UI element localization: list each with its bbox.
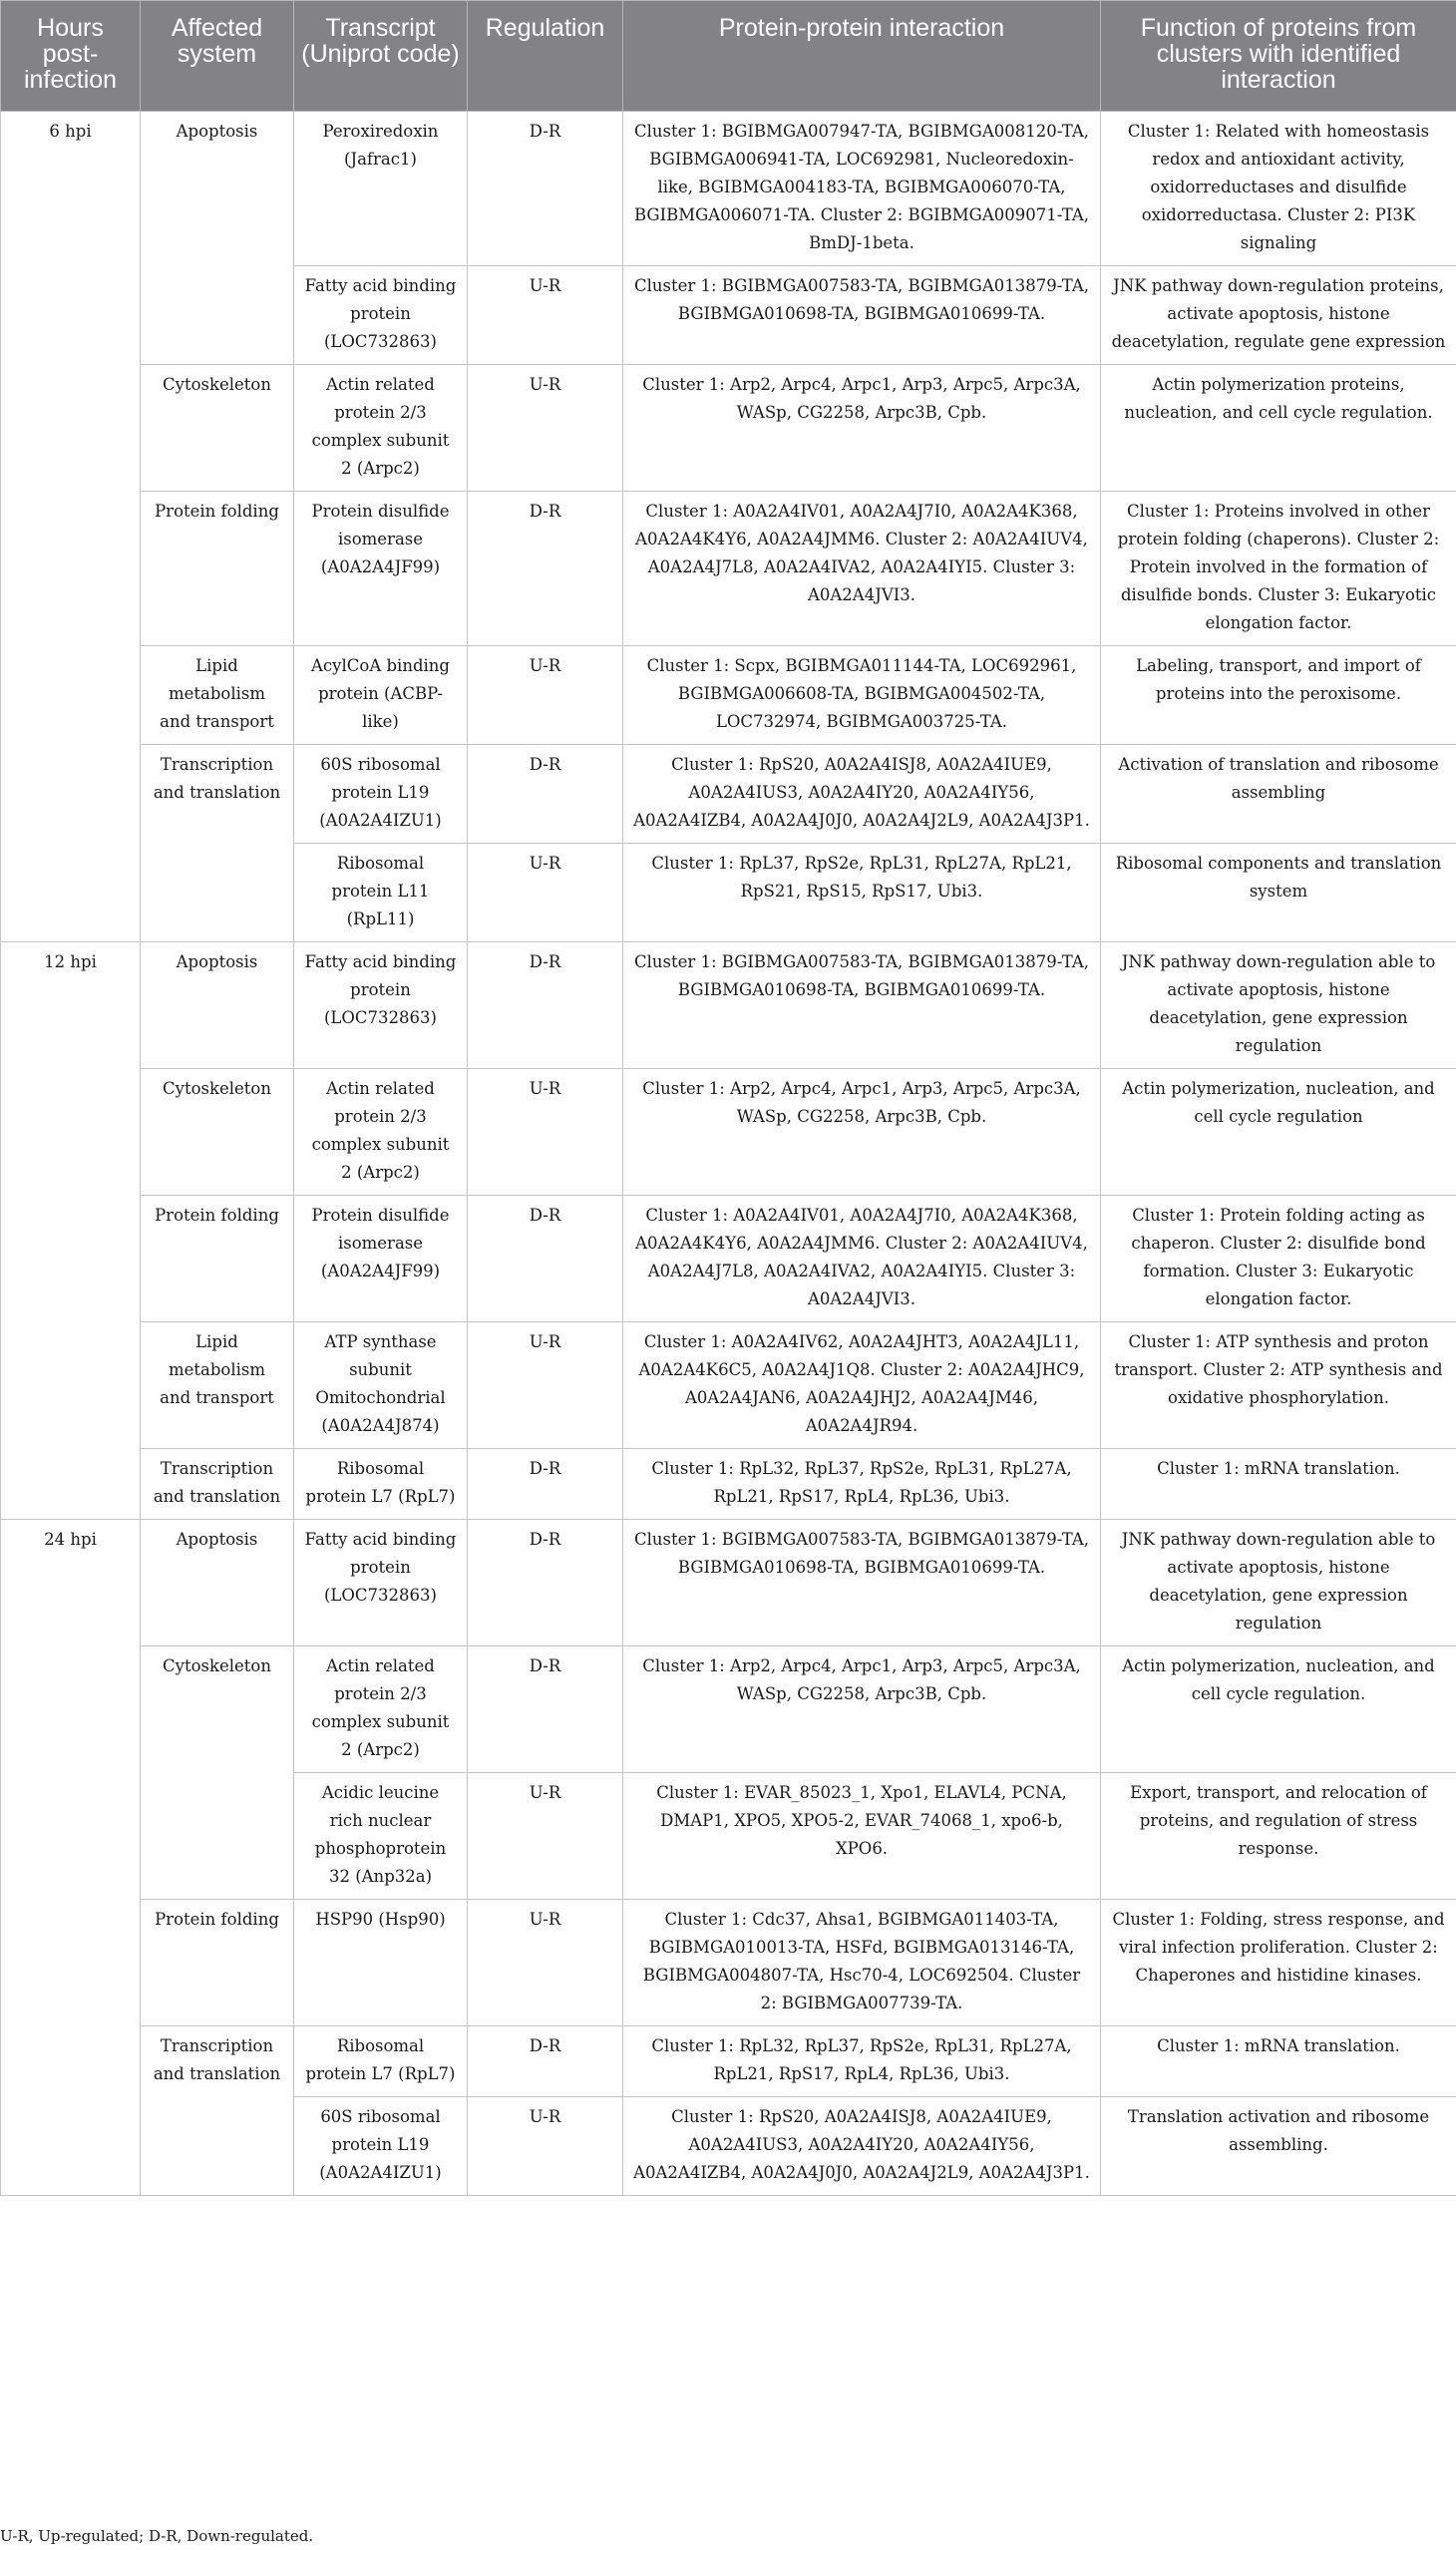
header-row — [1, 1, 1456, 112]
table-footnote: U-R, Up-regulated; D-R, Down-regulated. — [0, 2527, 314, 2545]
system-cell: Cytoskeleton — [141, 1069, 294, 1196]
table-row — [1, 365, 1456, 492]
system-cell: Apoptosis — [141, 942, 294, 1069]
transcript-cell: 60S ribosomal protein L19 (A0A2A4IZU1) — [294, 745, 468, 844]
ppi-cell: Cluster 1: Scpx, BGIBMGA011144-TA, LOC692961, BGIBMGA006608-TA, BGIBMGA004502-TA, LOC732974, BGIBMGA003725-TA. — [623, 646, 1101, 745]
header-ppi: Protein-protein interaction — [623, 1, 1101, 112]
header-hours: Hours post-infection — [1, 1, 141, 112]
regulation-cell: D-R — [468, 942, 623, 1069]
transcript-cell: Acidic leucine rich nuclear phosphoprotein 32 (Anp32a) — [294, 1773, 468, 1900]
ppi-cell: Cluster 1: A0A2A4IV62, A0A2A4JHT3, A0A2A4JL11, A0A2A4K6C5, A0A2A4J1Q8. Cluster 2: A0A2A4JHC9, A0A2A4JAN6, A0A2A4JHJ2, A0A2A4JM46, A0A2A4JR94. — [623, 1322, 1101, 1449]
table-row — [1, 1520, 1456, 1646]
regulation-cell: U-R — [468, 1900, 623, 2026]
regulation-cell: D-R — [468, 1196, 623, 1322]
function-cell: JNK pathway down-regulation able to activate apoptosis, histone deacetylation, gene expression regulation — [1101, 1520, 1456, 1646]
ppi-cell: Cluster 1: A0A2A4IV01, A0A2A4J7I0, A0A2A4K368, A0A2A4K4Y6, A0A2A4JMM6. Cluster 2: A0A2A4IUV4, A0A2A4J7L8, A0A2A4IVA2, A0A2A4IYI5. Cluster 3: A0A2A4JVI3. — [623, 492, 1101, 646]
transcript-cell: Fatty acid binding protein (LOC732863) — [294, 942, 468, 1069]
regulation-cell: U-R — [468, 844, 623, 942]
regulation-cell: U-R — [468, 365, 623, 492]
ppi-cell: Cluster 1: RpS20, A0A2A4ISJ8, A0A2A4IUE9, A0A2A4IUS3, A0A2A4IY20, A0A2A4IY56, A0A2A4IZB4, A0A2A4J0J0, A0A2A4J2L9, A0A2A4J3P1. — [623, 745, 1101, 844]
system-cell: Lipid metabolism and transport — [141, 1322, 294, 1449]
regulation-cell: U-R — [468, 266, 623, 365]
hours-cell: 6 hpi — [1, 112, 141, 942]
function-cell: Labeling, transport, and import of proteins into the peroxisome. — [1101, 646, 1456, 745]
header-regulation: Regulation — [468, 1, 623, 112]
ppi-cell: Cluster 1: RpL32, RpL37, RpS2e, RpL31, RpL27A, RpL21, RpS17, RpL4, RpL36, Ubi3. — [623, 1449, 1101, 1520]
ppi-cell: Cluster 1: BGIBMGA007583-TA, BGIBMGA013879-TA, BGIBMGA010698-TA, BGIBMGA010699-TA. — [623, 266, 1101, 365]
ppi-cell: Cluster 1: EVAR_85023_1, Xpo1, ELAVL4, PCNA, DMAP1, XPO5, XPO5-2, EVAR_74068_1, xpo6-b, XPO6. — [623, 1773, 1101, 1900]
function-cell: Actin polymerization, nucleation, and cell cycle regulation — [1101, 1069, 1456, 1196]
transcript-cell: AcylCoA binding protein (ACBP-like) — [294, 646, 468, 745]
ppi-cell: Cluster 1: BGIBMGA007947-TA, BGIBMGA008120-TA, BGIBMGA006941-TA, LOC692981, Nucleoredoxin-like, BGIBMGA004183-TA, BGIBMGA006070-TA, BGIBMGA006071-TA. Cluster 2: BGIBMGA009071-TA, BmDJ-1beta. — [623, 112, 1101, 266]
function-cell: Cluster 1: mRNA translation. — [1101, 2026, 1456, 2097]
header-transcript: Transcript (Uniprot code) — [294, 1, 468, 112]
transcript-cell: ATP synthase subunit Omitochondrial (A0A2A4J874) — [294, 1322, 468, 1449]
transcript-cell: Protein disulfide isomerase (A0A2A4JF99) — [294, 1196, 468, 1322]
ppi-cell: Cluster 1: BGIBMGA007583-TA, BGIBMGA013879-TA, BGIBMGA010698-TA, BGIBMGA010699-TA. — [623, 1520, 1101, 1646]
transcript-cell: Fatty acid binding protein (LOC732863) — [294, 1520, 468, 1646]
regulation-cell: D-R — [468, 1646, 623, 1773]
function-cell: Translation activation and ribosome assembling. — [1101, 2097, 1456, 2196]
table-row — [1, 492, 1456, 646]
table-body — [1, 112, 1456, 2196]
table-row — [1, 646, 1456, 745]
regulation-cell: D-R — [468, 492, 623, 646]
table-row — [1, 1069, 1456, 1196]
ppi-cell: Cluster 1: Cdc37, Ahsa1, BGIBMGA011403-TA, BGIBMGA010013-TA, HSFd, BGIBMGA013146-TA, BGIBMGA004807-TA, Hsc70-4, LOC692504. Cluster 2: BGIBMGA007739-TA. — [623, 1900, 1101, 2026]
system-cell: Cytoskeleton — [141, 365, 294, 492]
system-cell: Lipid metabolism and transport — [141, 646, 294, 745]
ppi-cell: Cluster 1: A0A2A4IV01, A0A2A4J7I0, A0A2A4K368, A0A2A4K4Y6, A0A2A4JMM6. Cluster 2: A0A2A4IUV4, A0A2A4J7L8, A0A2A4IVA2, A0A2A4IYI5. Cluster 3: A0A2A4JVI3. — [623, 1196, 1101, 1322]
function-cell: Activation of translation and ribosome assembling — [1101, 745, 1456, 844]
ppi-cell: Cluster 1: RpL32, RpL37, RpS2e, RpL31, RpL27A, RpL21, RpS17, RpL4, RpL36, Ubi3. — [623, 2026, 1101, 2097]
regulation-cell: D-R — [468, 2026, 623, 2097]
function-cell: Cluster 1: Protein folding acting as chaperon. Cluster 2: disulfide bond formation. Cluster 3: Eukaryotic elongation factor. — [1101, 1196, 1456, 1322]
regulation-cell: D-R — [468, 1449, 623, 1520]
transcript-cell: HSP90 (Hsp90) — [294, 1900, 468, 2026]
table-row — [1, 1449, 1456, 1520]
hours-cell: 24 hpi — [1, 1520, 141, 2196]
function-cell: Cluster 1: mRNA translation. — [1101, 1449, 1456, 1520]
system-cell: Cytoskeleton — [141, 1646, 294, 1900]
function-cell: JNK pathway down-regulation able to activate apoptosis, histone deacetylation, gene expression regulation — [1101, 942, 1456, 1069]
regulation-cell: U-R — [468, 2097, 623, 2196]
function-cell: Ribosomal components and translation system — [1101, 844, 1456, 942]
ppi-cell: Cluster 1: Arp2, Arpc4, Arpc1, Arp3, Arpc5, Arpc3A, WASp, CG2258, Arpc3B, Cpb. — [623, 1069, 1101, 1196]
function-cell: Cluster 1: ATP synthesis and proton transport. Cluster 2: ATP synthesis and oxidative phosphorylation. — [1101, 1322, 1456, 1449]
system-cell: Transcription and translation — [141, 1449, 294, 1520]
regulation-cell: D-R — [468, 112, 623, 266]
transcript-cell: Fatty acid binding protein (LOC732863) — [294, 266, 468, 365]
transcript-cell: Protein disulfide isomerase (A0A2A4JF99) — [294, 492, 468, 646]
table-row — [1, 2026, 1456, 2097]
system-cell: Apoptosis — [141, 112, 294, 365]
system-cell: Transcription and translation — [141, 2026, 294, 2196]
regulation-cell: D-R — [468, 745, 623, 844]
regulation-cell: U-R — [468, 1322, 623, 1449]
transcript-cell: Ribosomal protein L7 (RpL7) — [294, 2026, 468, 2097]
system-cell: Transcription and translation — [141, 745, 294, 942]
table-row — [1, 745, 1456, 844]
ppi-cell: Cluster 1: Arp2, Arpc4, Arpc1, Arp3, Arpc5, Arpc3A, WASp, CG2258, Arpc3B, Cpb. — [623, 365, 1101, 492]
system-cell: Protein folding — [141, 1900, 294, 2026]
table-row — [1, 942, 1456, 1069]
transcript-cell: Ribosomal protein L11 (RpL11) — [294, 844, 468, 942]
function-cell: Export, transport, and relocation of proteins, and regulation of stress response. — [1101, 1773, 1456, 1900]
system-cell: Protein folding — [141, 1196, 294, 1322]
function-cell: Cluster 1: Related with homeostasis redox and antioxidant activity, oxidorreductases and disulfide oxidorreductasa. Cluster 2: PI3K signaling — [1101, 112, 1456, 266]
table-row — [1, 112, 1456, 266]
table-row — [1, 1322, 1456, 1449]
function-cell: Actin polymerization proteins, nucleation, and cell cycle regulation. — [1101, 365, 1456, 492]
regulation-cell: U-R — [468, 1773, 623, 1900]
ppi-cell: Cluster 1: RpL37, RpS2e, RpL31, RpL27A, RpL21, RpS21, RpS15, RpS17, Ubi3. — [623, 844, 1101, 942]
header-system: Affected system — [141, 1, 294, 112]
transcript-cell: Actin related protein 2/3 complex subunit 2 (Arpc2) — [294, 365, 468, 492]
ppi-cell: Cluster 1: RpS20, A0A2A4ISJ8, A0A2A4IUE9, A0A2A4IUS3, A0A2A4IY20, A0A2A4IY56, A0A2A4IZB4, A0A2A4J0J0, A0A2A4J2L9, A0A2A4J3P1. — [623, 2097, 1101, 2196]
table-row — [1, 1646, 1456, 1773]
ppi-cell: Cluster 1: BGIBMGA007583-TA, BGIBMGA013879-TA, BGIBMGA010698-TA, BGIBMGA010699-TA. — [623, 942, 1101, 1069]
function-cell: Actin polymerization, nucleation, and cell cycle regulation. — [1101, 1646, 1456, 1773]
hours-cell: 12 hpi — [1, 942, 141, 1520]
ppi-cell: Cluster 1: Arp2, Arpc4, Arpc1, Arp3, Arpc5, Arpc3A, WASp, CG2258, Arpc3B, Cpb. — [623, 1646, 1101, 1773]
transcript-cell: Actin related protein 2/3 complex subunit 2 (Arpc2) — [294, 1069, 468, 1196]
system-cell: Protein folding — [141, 492, 294, 646]
transcript-cell: 60S ribosomal protein L19 (A0A2A4IZU1) — [294, 2097, 468, 2196]
function-cell: JNK pathway down-regulation proteins, activate apoptosis, histone deacetylation, regulate gene expression — [1101, 266, 1456, 365]
transcript-cell: Peroxiredoxin (Jafrac1) — [294, 112, 468, 266]
header-function: Function of proteins from clusters with identified interaction — [1101, 1, 1456, 112]
regulation-cell: U-R — [468, 646, 623, 745]
transcript-cell: Actin related protein 2/3 complex subunit 2 (Arpc2) — [294, 1646, 468, 1773]
table-row — [1, 1196, 1456, 1322]
system-cell: Apoptosis — [141, 1520, 294, 1646]
regulation-cell: U-R — [468, 1069, 623, 1196]
function-cell: Cluster 1: Proteins involved in other protein folding (chaperons). Cluster 2: Protein involved in the formation of disulfide bonds. Cluster 3: Eukaryotic elongation factor. — [1101, 492, 1456, 646]
regulation-cell: D-R — [468, 1520, 623, 1646]
function-cell: Cluster 1: Folding, stress response, and viral infection proliferation. Cluster 2: Chaperones and histidine kinases. — [1101, 1900, 1456, 2026]
transcript-cell: Ribosomal protein L7 (RpL7) — [294, 1449, 468, 1520]
table-row — [1, 1900, 1456, 2026]
